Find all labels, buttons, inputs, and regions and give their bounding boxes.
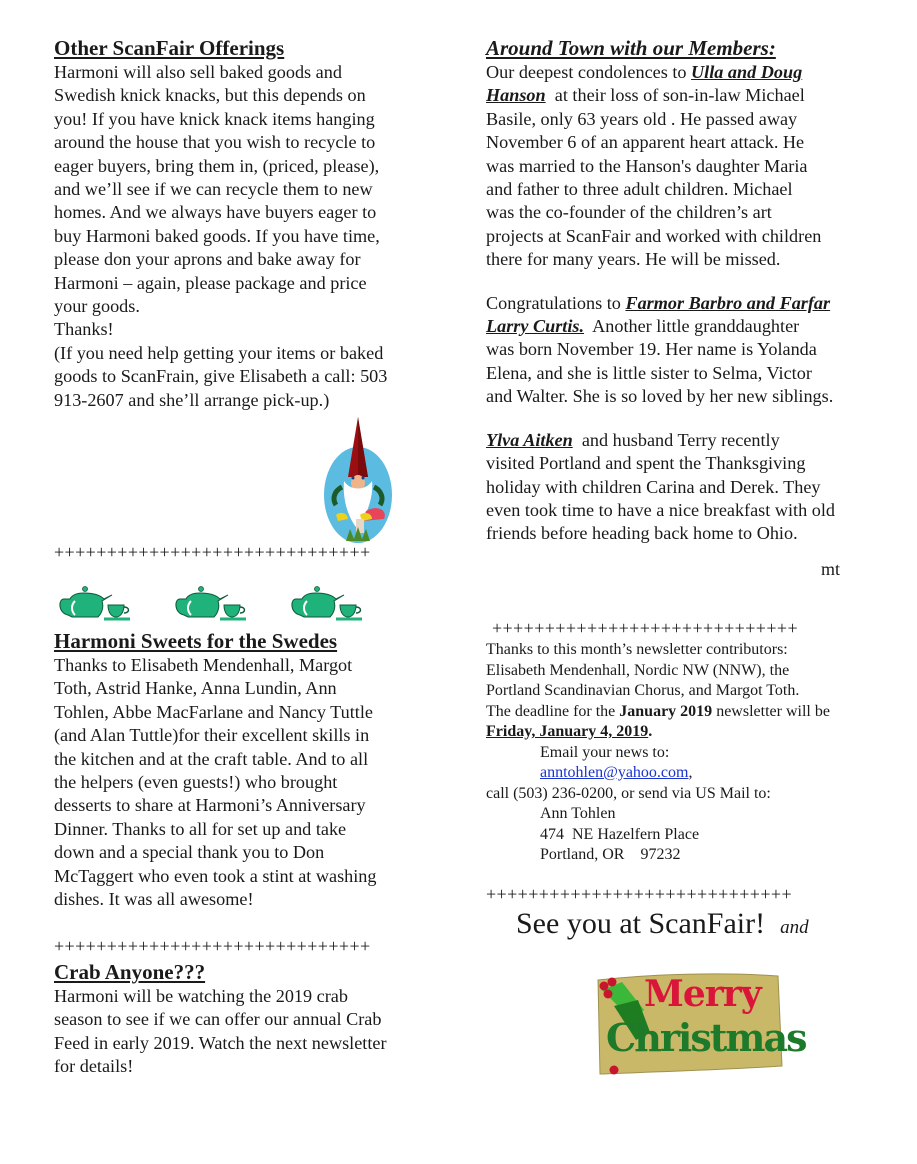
text-line [486,292,886,315]
gnome-on-mushroom-icon [322,415,394,545]
text-span: and husband Terry recently [572,429,780,450]
closing-line [486,905,916,947]
offerings-heading: Other ScanFair Offerings [54,36,285,60]
text-line: homes. And we always have buyers eager to [54,202,377,223]
email-link[interactable]: anntohlen@yahoo.com [540,764,689,781]
text-line: holiday with children Carina and Derek. They [486,476,821,497]
separator: +++++++++++++++++++++++++++++ [486,884,792,904]
text-line: and father to three adult children. Michael [486,179,793,200]
right-column [486,36,886,581]
text-line [486,429,886,452]
address-line: Portland, OR 97232 [540,846,681,863]
author-signoff: mt [820,558,840,579]
text-line: Feed in early 2019. Watch the next newsletter [54,1032,387,1053]
deadline-line [486,702,886,723]
text-span: The deadline for the [486,702,620,720]
closing-and: and [780,917,809,938]
text-line: please don your aprons and bake away for [54,249,361,270]
text-line [486,315,886,338]
around-town-heading: Around Town with our Members: [486,36,776,60]
deadline-date: Friday, January 4, 2019 [486,723,649,740]
member-name: Hanson [486,85,546,106]
member-name: Farmor Barbro and Farfar [625,292,831,313]
left-column [54,36,434,412]
text-span: . [648,723,653,740]
text-line: even took time to have a nice breakfast with old [486,499,835,520]
member-name: Ulla and Doug [691,62,803,82]
closing-text: See you at ScanFair! [516,907,766,940]
text-line: Thanks to this month’s newsletter contributors: [486,641,788,658]
text-line: for details! [54,1056,134,1077]
banner-merry: Merry [644,973,761,1015]
text-line: Harmoni will be watching the 2019 crab [54,986,348,1006]
text-line: goods to ScanFrain, give Elisabeth a call: 503 [54,366,388,387]
text-line: your goods. [54,296,140,317]
text-line: down and a special thank you to Don [54,842,325,863]
text-line: the kitchen and at the craft table. And to all [54,748,369,769]
text-line: McTaggert who even took a stint at washing [54,865,377,886]
member-name: Larry Curtis. [486,316,585,337]
member-name: Ylva Aitken [486,429,573,450]
contributors-section [486,640,886,866]
text-span: Another little granddaughter [584,316,800,337]
teapot-cup-icon [290,585,365,623]
text-span: at their loss of son-in-law Michael [545,85,805,106]
text-line: the helpers (even guests!) who brought [54,772,338,793]
text-line: and we’ll see if we can recycle them to new [54,179,373,200]
teapot-cup-icon [174,585,249,623]
text-line: there for many years. He will be missed. [486,249,781,270]
text-line: Basile, only 63 years old . He passed away [486,108,798,129]
text-line: eager buyers, bring them in, (priced, please), [54,155,380,176]
text-span: newsletter will be [712,702,830,720]
text-line: and Walter. She is so loved by her new siblings. [486,386,834,407]
text-line: desserts to share at Harmoni’s Anniversary [54,795,366,816]
around-town-section [486,36,886,581]
text-line: season to see if we can offer our annual Crab [54,1009,382,1030]
address-line: 474 NE Hazelfern Place [540,825,700,843]
email-line [486,763,886,784]
text-line: 913-2607 and she’ll arrange pick-up.) [54,389,330,410]
text-line: (If you need help getting your items or baked [54,342,384,363]
text-line: dishes. It was all awesome! [54,889,254,910]
text-span: Congratulations to [486,292,626,313]
text-line: Tohlen, Abbe MacFarlane and Nancy Tuttle [54,701,373,722]
text-line: visited Portland and spent the Thanksgiving [486,453,806,474]
banner-christmas: Christmas [606,1015,806,1060]
text-span: , [688,764,693,781]
text-line: you! If you have knick knack items hanging [54,108,375,129]
text-line: Dinner. Thanks to all for set up and take [54,818,347,839]
text-line: was born November 19. Her name is Yolanda [486,339,817,360]
text-line: Elisabeth Mendenhall, Nordic NW (NNW), the [486,661,790,679]
text-line: Thanks! [54,319,114,340]
deadline-month: January 2019 [619,702,713,720]
sweets-section [54,629,434,911]
teapot-row [58,585,418,625]
text-line: was the co-founder of the children’s art [486,202,772,223]
text-line: Toth, Astrid Hanke, Anna Lundin, Ann [54,678,337,699]
text-line [486,61,886,84]
merry-christmas-banner [592,970,806,1080]
text-line: around the house that you wish to recycle to [54,132,376,153]
crab-section [54,960,434,1079]
email-label: Email your news to: [540,743,670,761]
sweets-heading: Harmoni Sweets for the Swedes [54,629,338,653]
separator: ++++++++++++++++++++++++++++++ [54,542,371,562]
text-line: was married to the Hanson's daughter Maria [486,155,808,176]
text-line: buy Harmoni baked goods. If you have time, [54,225,380,246]
text-line: (and Alan Tuttle)for their excellent skills in [54,725,370,746]
separator: ++++++++++++++++++++++++++++++ [54,936,371,956]
text-line: Swedish knick knacks, but this depends on [54,85,366,106]
text-line: Elena, and she is little sister to Selma, Victor [486,362,812,383]
text-line: November 6 of an apparent heart attack. He [486,132,805,153]
text-span: Our deepest condolences to [486,62,692,82]
text-line: friends before heading back home to Ohio. [486,523,798,544]
text-line: Harmoni will also sell baked goods and [54,62,342,82]
separator: +++++++++++++++++++++++++++++ [492,618,798,638]
teapot-cup-icon [58,585,133,623]
deadline-date-line [486,722,886,743]
text-line: Harmoni – again, please package and price [54,272,367,293]
offerings-section [54,36,434,412]
text-line: Thanks to Elisabeth Mendenhall, Margot [54,655,353,675]
text-line [486,84,886,107]
crab-heading: Crab Anyone??? [54,960,206,984]
offerings-body [54,61,434,412]
address-line: Ann Tohlen [540,805,616,822]
call-line: call (503) 236-0200, or send via US Mail to: [486,784,771,802]
text-line: Portland Scandinavian Chorus, and Margot Toth. [486,682,800,699]
text-line: projects at ScanFair and worked with children [486,225,822,246]
